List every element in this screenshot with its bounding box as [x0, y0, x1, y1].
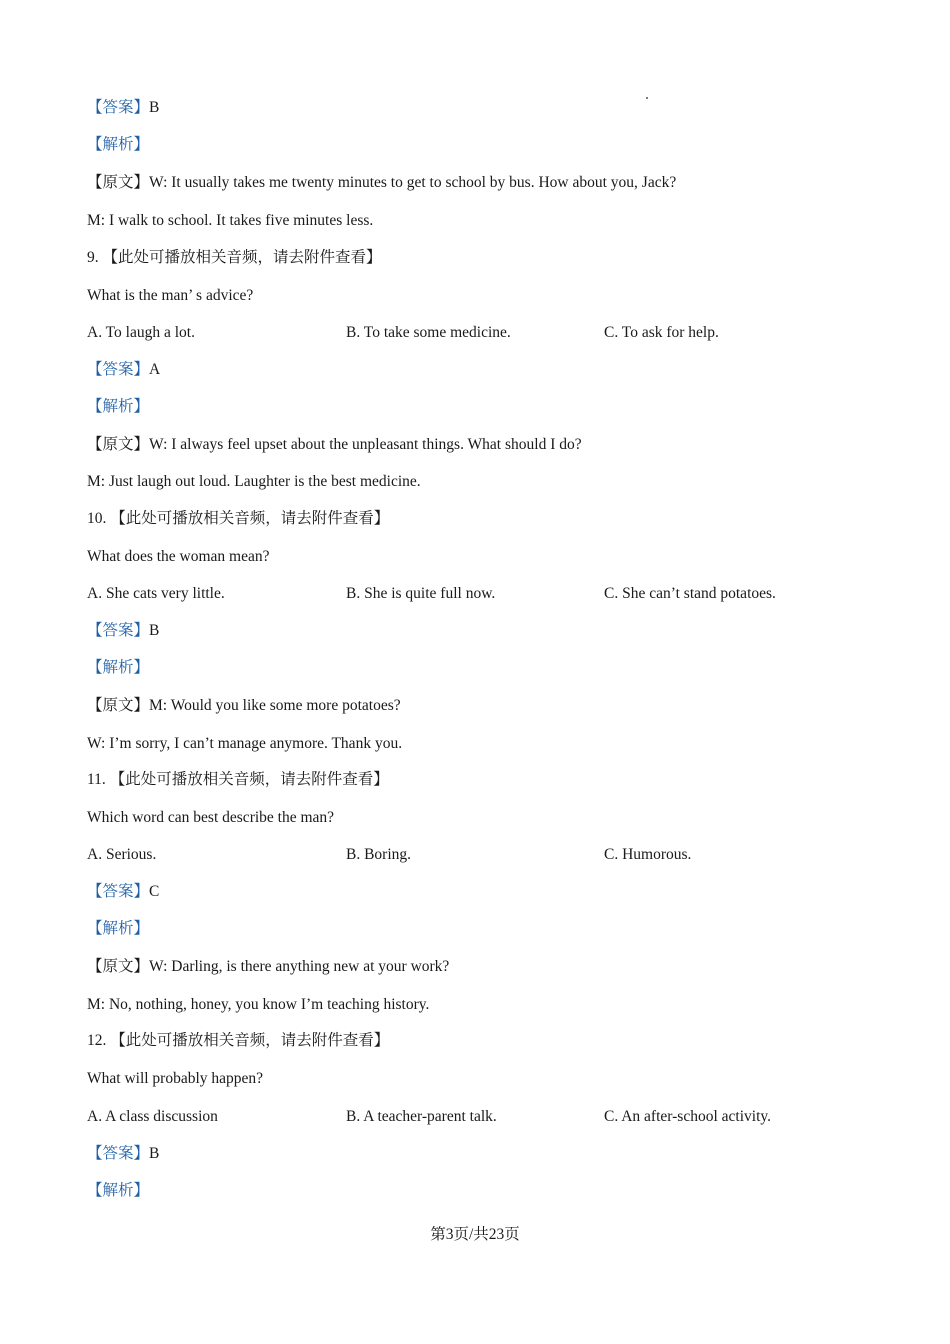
answer-line: [87, 1143, 159, 1165]
original-text: W: Darling, is there anything new at your work?: [149, 958, 450, 975]
original-tag: 【原文】: [87, 697, 150, 714]
question-text: What does the woman mean?: [87, 548, 270, 565]
answer-tag: 【答案】: [87, 1145, 150, 1162]
question-number-line: [87, 769, 389, 791]
answer-value: B: [149, 99, 160, 116]
option-b: B. Boring.: [346, 846, 412, 863]
option-c: C. She can’t stand potatoes.: [604, 585, 776, 602]
original-tag: 【原文】: [87, 174, 150, 191]
question-number: 9.: [87, 249, 99, 266]
original-text-line: [87, 172, 676, 194]
option-b: B. To take some medicine.: [346, 324, 511, 341]
audio-note: 【此处可播放相关音频，请去附件查看】: [110, 1032, 390, 1049]
original-text-continued: M: Just laugh out loud. Laughter is the best medicine.: [87, 473, 421, 490]
stray-dot: [646, 97, 648, 99]
answer-value: B: [149, 622, 160, 639]
option-a: A. Serious.: [87, 846, 157, 863]
original-text-line: [87, 434, 582, 456]
original-text: W: I always feel upset about the unpleasant things. What should I do?: [149, 436, 582, 453]
original-text: W: It usually takes me twenty minutes to get to school by bus. How about you, Jack?: [149, 174, 677, 191]
answer-tag: 【答案】: [87, 883, 150, 900]
question-number: 11.: [87, 771, 106, 788]
option-a: A. To laugh a lot.: [87, 324, 195, 341]
analysis-tag: 【解析】: [87, 398, 150, 415]
question-number-line: [87, 247, 382, 269]
answer-tag: 【答案】: [87, 622, 150, 639]
question-text: Which word can best describe the man?: [87, 809, 335, 826]
option-c: C. An after-school activity.: [604, 1108, 771, 1125]
question-text: What will probably happen?: [87, 1070, 264, 1087]
option-a: A. She cats very little.: [87, 585, 225, 602]
answer-value: C: [149, 883, 160, 900]
answer-value: A: [149, 361, 161, 378]
answer-line: [87, 359, 160, 381]
original-text-continued: W: I’m sorry, I can’t manage anymore. Thank you.: [87, 735, 403, 752]
question-text: What is the man’ s advice?: [87, 287, 254, 304]
analysis-tag: 【解析】: [87, 920, 150, 937]
option-c: C. Humorous.: [604, 846, 692, 863]
original-text: M: Would you like some more potatoes?: [149, 697, 401, 714]
original-tag: 【原文】: [87, 436, 150, 453]
question-number-line: [87, 1030, 389, 1052]
question-number: 12.: [87, 1032, 107, 1049]
answer-value: B: [149, 1145, 160, 1162]
page-footer: 第3页/共23页: [430, 1226, 520, 1243]
audio-note: 【此处可播放相关音频，请去附件查看】: [110, 510, 390, 527]
answer-tag: 【答案】: [87, 361, 150, 378]
original-text-line: [87, 695, 401, 717]
audio-note: 【此处可播放相关音频，请去附件查看】: [102, 249, 382, 266]
analysis-tag: 【解析】: [87, 659, 150, 676]
original-text-continued: M: I walk to school. It takes five minutes less.: [87, 212, 374, 229]
original-text-continued: M: No, nothing, honey, you know I’m teaching history.: [87, 996, 430, 1013]
question-number-line: [87, 508, 389, 530]
analysis-tag: 【解析】: [87, 1182, 150, 1199]
original-text-line: [87, 956, 449, 978]
answer-tag: 【答案】: [87, 99, 150, 116]
option-c: C. To ask for help.: [604, 324, 719, 341]
option-b: B. She is quite full now.: [346, 585, 496, 602]
option-a: A. A class discussion: [87, 1108, 218, 1125]
answer-line: [87, 620, 159, 642]
option-b: B. A teacher-parent talk.: [346, 1108, 497, 1125]
audio-note: 【此处可播放相关音频，请去附件查看】: [109, 771, 389, 788]
original-tag: 【原文】: [87, 958, 150, 975]
answer-line: [87, 97, 159, 119]
analysis-tag: 【解析】: [87, 136, 150, 153]
answer-line: [87, 881, 159, 903]
question-number: 10.: [87, 510, 107, 527]
